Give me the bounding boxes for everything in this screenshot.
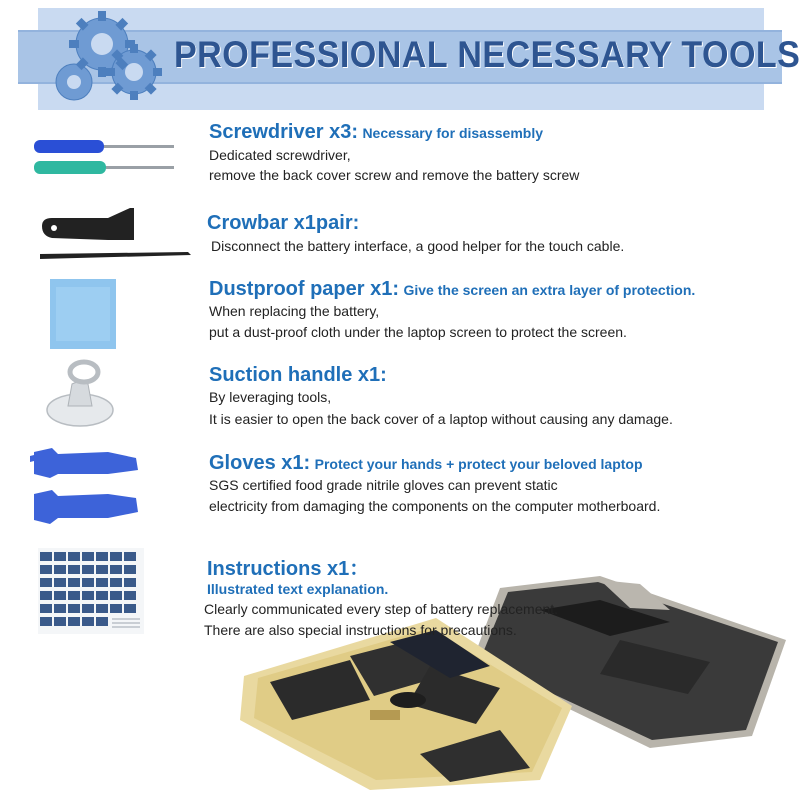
item-subtitle: Give the screen an extra layer of protection. (403, 282, 696, 298)
dustproof-paper-icon (50, 279, 116, 349)
item-subtitle: Necessary for disassembly (362, 125, 543, 141)
item-title (207, 212, 359, 235)
page-title: PROFESSIONAL NECESSARY TOOLS (174, 34, 800, 75)
item-title (207, 552, 369, 581)
item-desc: Clearly communicated every step of battery replacement. (204, 601, 559, 617)
screwdriver-icon (30, 135, 180, 180)
item-desc: Disconnect the battery interface, a good helper for the touch cable. (211, 238, 625, 254)
gloves-icon (28, 444, 140, 530)
item-title-main: Dustproof paper x1: (209, 278, 400, 300)
item-desc: By leveraging tools, (209, 389, 332, 405)
item-title (209, 121, 543, 144)
item-subtitle: Protect your hands + protect your beloved laptop (314, 456, 643, 472)
item-title-main: Instructions x1： (207, 558, 370, 580)
item-title-main: Crowbar x1pair: (207, 212, 360, 234)
item-title-main: Gloves x1: (209, 452, 311, 474)
item-desc: put a dust-proof cloth under the laptop screen to protect the screen. (209, 324, 627, 340)
item-desc: It is easier to open the back cover of a laptop without causing any damage. (209, 411, 673, 427)
item-title (209, 278, 695, 301)
item-title-main: Suction handle x1: (209, 364, 387, 386)
item-desc: SGS certified food grade nitrile gloves can prevent static (209, 477, 558, 493)
crowbar-icon (38, 204, 193, 266)
gears-icon (30, 6, 180, 110)
item-title (209, 364, 387, 387)
item-desc: Dedicated screwdriver, (209, 147, 351, 163)
item-desc: electricity from damaging the components on the computer motherboard. (209, 498, 661, 514)
item-desc: There are also special instructions for precautions. (204, 622, 517, 638)
item-subtitle-text: Illustrated text explanation. (207, 581, 389, 597)
suction-handle-icon (44, 358, 116, 430)
item-title-main: Screwdriver x3: (209, 121, 358, 143)
item-desc: remove the back cover screw and remove the battery screw (209, 167, 580, 183)
item-subtitle (207, 581, 388, 599)
item-title (209, 452, 643, 475)
instructions-sheet-icon (38, 548, 144, 634)
item-desc: When replacing the battery, (209, 303, 380, 319)
